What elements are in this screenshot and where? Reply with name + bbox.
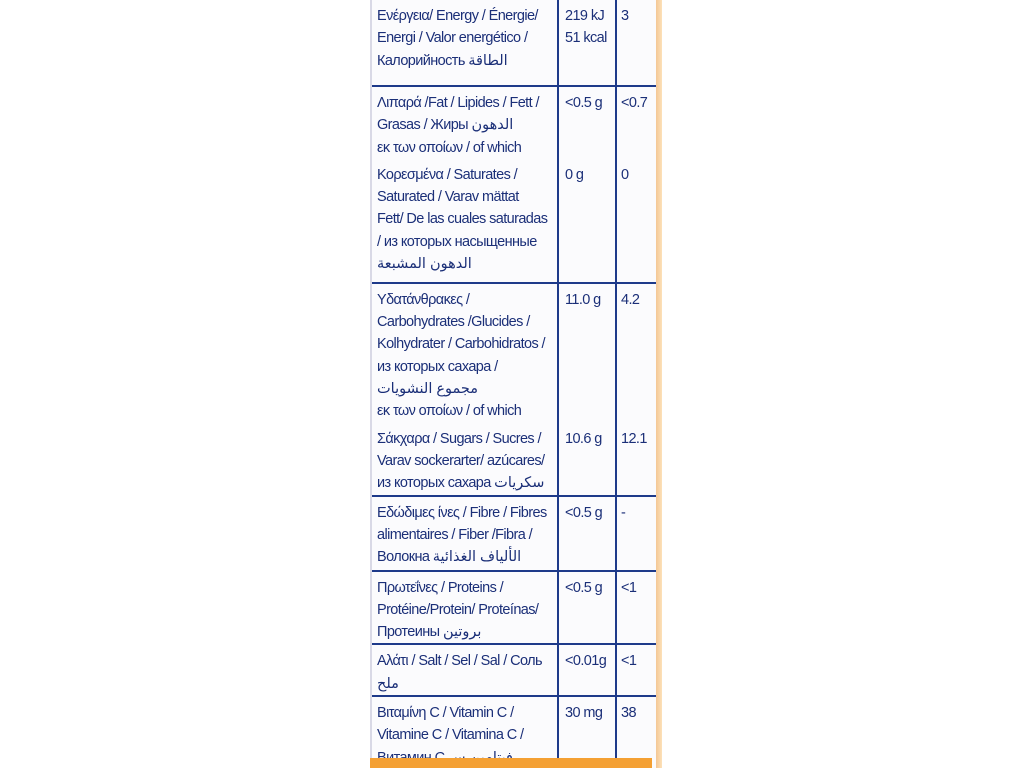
carbohydrates-row xyxy=(372,283,656,423)
vitamin-c-ri: 38 xyxy=(621,705,636,722)
fat-value: <0.5 g xyxy=(558,86,616,159)
carbohydrates-ri: 4.2 xyxy=(621,291,640,308)
fat-label: Λιπαρά /Fat / Lipides / Fett / Grasas / Жиры الدهون εκ των οποίων / of which xyxy=(372,86,558,159)
carbohydrates-label: Υδατάνθρακες / Carbohydrates /Glucides / Kolhydrater / Carbohidratos / из которых сахара / مجموع النشويات εκ των οποίων / of which xyxy=(372,283,558,423)
salt-ri: <1 xyxy=(616,644,656,696)
energy-ri: 3 xyxy=(616,0,656,86)
fat-ri: <0.7 xyxy=(621,95,648,111)
saturates-value: 0 g xyxy=(558,159,616,283)
fibre-value: <0.5 g xyxy=(558,496,616,571)
salt-value: <0.01g xyxy=(558,644,616,696)
energy-row xyxy=(372,0,656,86)
salt-row xyxy=(372,644,656,696)
proteins-ri: <1 xyxy=(616,571,656,645)
saturates-ri: 0 xyxy=(616,159,656,283)
vitamin-c-label: Βιταμίνη C / Vitamin C / Vitamine C / Vitamina C / xyxy=(372,696,558,768)
sugars-label: Σάκχαρα / Sugars / Sucres / Varav sockerarter/ azúcares/ из которых сахара سكريات xyxy=(372,423,558,496)
proteins-label: Πρωτεΐνες / Proteins / Protéine/Protein/ Proteínas/ Протеины بروتين xyxy=(372,571,558,645)
vitamin-c-value: 30 mg xyxy=(558,696,616,768)
proteins-row xyxy=(372,571,656,645)
carbohydrates-value: 11.0 g xyxy=(558,283,616,423)
sugars-value: 10.6 g xyxy=(558,423,616,496)
sugars-row xyxy=(372,423,656,496)
proteins-value: <0.5 g xyxy=(558,571,616,645)
fibre-label: Εδώδιμες ίνες / Fibre / Fibres alimentaires / Fiber /Fibra / Волокна الألياف الغذائية xyxy=(372,496,558,571)
orange-packaging-strip xyxy=(370,758,652,768)
salt-label: Αλάτι / Salt / Sel / Sal / Соль ملح xyxy=(372,644,558,696)
saturates-label: Κορεσμένα / Saturates / Saturated / Varav mättat Fett/ De las cuales saturadas / из которых насыщенные الدهون المشبعة xyxy=(372,159,558,283)
nutrition-label-panel xyxy=(370,0,656,768)
saturates-row xyxy=(372,159,656,283)
fibre-row xyxy=(372,496,656,571)
sugars-ri: 12.1 xyxy=(616,423,656,496)
nutrition-table xyxy=(372,0,656,768)
fat-row xyxy=(372,86,656,159)
fibre-ri: - xyxy=(616,496,656,571)
energy-value: 219 kJ 51 kcal xyxy=(558,0,616,86)
energy-label: Ενέργεια/ Energy / Énergie/ Energi / Valor energético / Калорийность الطاقة xyxy=(372,0,558,86)
